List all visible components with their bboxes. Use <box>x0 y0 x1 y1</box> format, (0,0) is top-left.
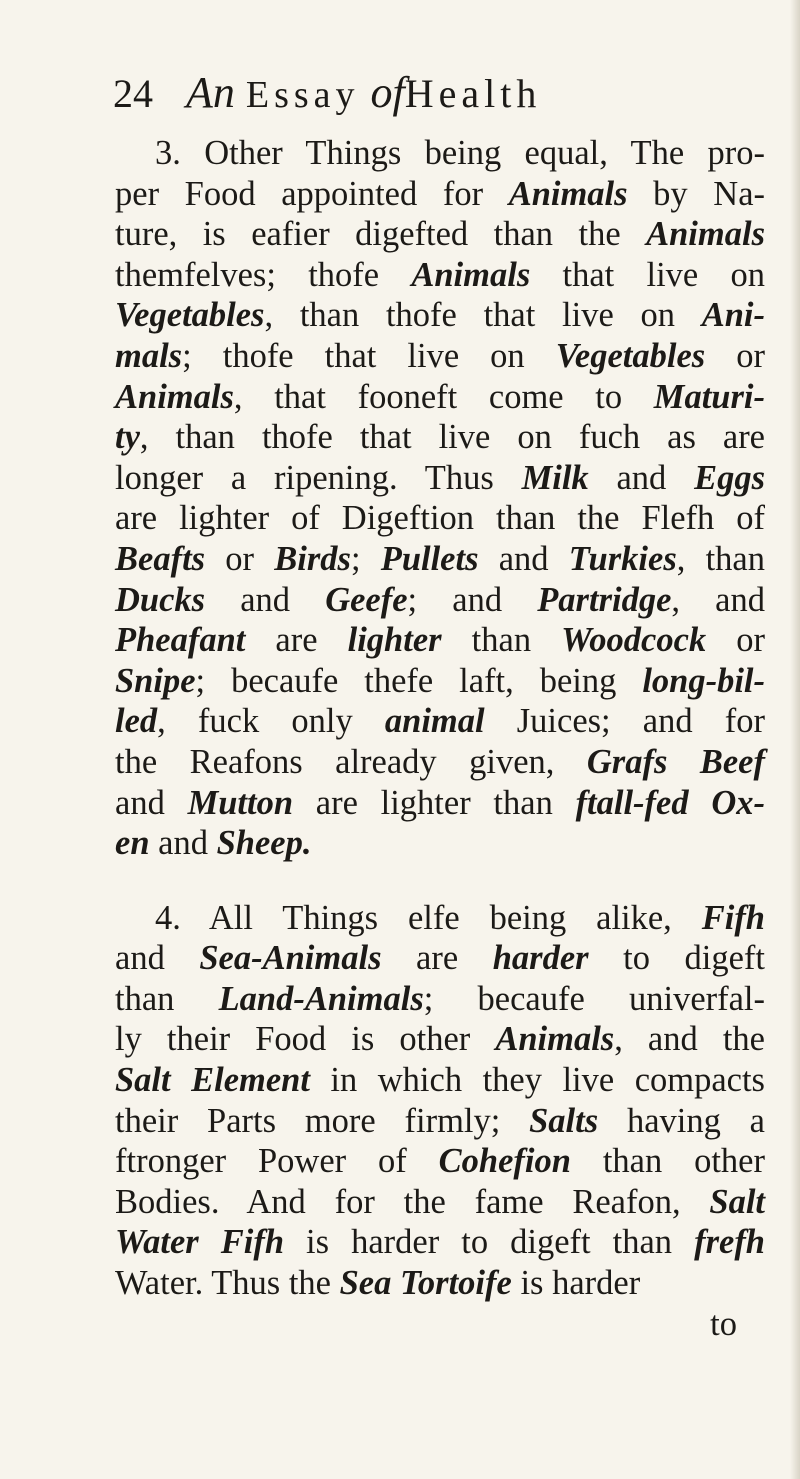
text-run: are <box>245 621 348 660</box>
italic-term: Vegetables <box>555 336 706 375</box>
text-line <box>115 580 765 621</box>
text-line <box>115 742 765 783</box>
page-edge-shadow <box>790 0 800 1479</box>
italic-term: Woodcock <box>561 621 707 660</box>
text-line <box>115 979 765 1020</box>
italic-term: Birds <box>274 539 351 578</box>
italic-term: harder <box>492 939 589 978</box>
italic-term: Salt Element <box>115 1061 310 1100</box>
text-line <box>115 336 765 377</box>
body-text <box>115 133 765 1344</box>
italic-term: Ani- <box>701 296 765 335</box>
text-run: ; becaufe thefe laft, being <box>195 661 643 700</box>
paragraph-3 <box>115 133 765 864</box>
text-run: and <box>478 539 569 578</box>
italic-term: Fifh <box>701 898 765 937</box>
text-line <box>115 1222 765 1263</box>
text-line <box>115 701 765 742</box>
text-line <box>115 620 765 661</box>
text-line <box>115 1141 765 1182</box>
italic-term: frefh <box>694 1223 765 1262</box>
text-run: Water. Thus the <box>115 1264 340 1303</box>
italic-term: Milk <box>521 458 589 497</box>
italic-term: Animals <box>646 215 765 254</box>
text-run: , that fooneft come to <box>233 377 654 416</box>
italic-term: Sea-Animals <box>199 939 382 978</box>
text-run: and <box>205 580 326 619</box>
text-run: than <box>115 979 219 1018</box>
italic-term: Salt <box>709 1182 765 1221</box>
italic-term: mals <box>115 336 183 375</box>
italic-term: Animals <box>411 255 531 294</box>
text-run: ; thofe that live on <box>182 336 556 375</box>
text-line <box>115 377 765 418</box>
italic-term: Mutton <box>187 783 294 822</box>
text-run: and <box>115 939 200 978</box>
text-run: their Parts more firmly; <box>115 1101 530 1140</box>
text-run: and <box>149 824 217 863</box>
italic-term: Pheafant <box>115 621 246 660</box>
italic-term: Eggs <box>694 458 765 497</box>
italic-term: Beafts <box>115 539 206 578</box>
text-run: Bodies. And for the fame Reafon, <box>115 1182 710 1221</box>
text-line <box>115 1019 765 1060</box>
text-line <box>115 823 765 864</box>
text-run: per Food appointed for <box>115 174 509 213</box>
text-line <box>115 133 765 174</box>
text-line <box>115 898 765 939</box>
text-run: ; and <box>407 580 538 619</box>
italic-term: Water Fifh <box>115 1223 285 1262</box>
text-run: having a <box>598 1101 765 1140</box>
italic-term: lighter <box>347 621 442 660</box>
italic-term: ty <box>115 418 140 457</box>
italic-term: Animals <box>508 174 628 213</box>
italic-term: Maturi- <box>653 377 765 416</box>
header-word-an: An <box>186 68 235 117</box>
text-run: by Na- <box>627 174 766 213</box>
text-run: Juices; and for <box>484 702 765 741</box>
text-line <box>115 1101 765 1142</box>
text-run: themfelves; thofe <box>115 255 412 294</box>
text-run: , than thofe that live on fuch as are <box>139 418 765 457</box>
paragraph-4 <box>115 898 765 1304</box>
page-number: 24 <box>113 71 153 116</box>
text-line <box>115 255 765 296</box>
italic-term: Snipe <box>115 661 196 700</box>
text-line <box>115 295 765 336</box>
italic-term: Land-Animals <box>218 979 424 1018</box>
text-line <box>115 783 765 824</box>
italic-term: Salts <box>529 1101 599 1140</box>
text-run: in which they live compacts <box>309 1061 765 1100</box>
text-run: is harder <box>511 1264 641 1303</box>
text-run: or <box>706 621 765 660</box>
text-run: , and the <box>614 1020 765 1059</box>
text-run: or <box>705 336 765 375</box>
italic-term: long-bil- <box>642 661 765 700</box>
text-line <box>115 214 765 255</box>
text-line <box>115 458 765 499</box>
text-line <box>115 1263 765 1304</box>
italic-term: Partridge <box>537 580 672 619</box>
italic-term: Animals <box>495 1020 615 1059</box>
italic-term: led <box>115 702 158 741</box>
italic-term: Cohefion <box>438 1142 571 1181</box>
italic-term: Pullets <box>380 539 479 578</box>
text-run: ture, is eafier digefted than the <box>115 215 647 254</box>
text-run: , than <box>676 539 765 578</box>
italic-term: Turkies <box>568 539 677 578</box>
italic-term: en <box>115 824 150 863</box>
italic-term: ftall-fed Ox- <box>575 783 765 822</box>
text-line <box>115 174 765 215</box>
text-run: are lighter than <box>293 783 576 822</box>
italic-term: animal <box>384 702 485 741</box>
text-run: that live on <box>530 255 765 294</box>
text-line <box>115 1060 765 1101</box>
text-run: than <box>441 621 562 660</box>
text-run: than other <box>570 1142 765 1181</box>
text-line <box>115 661 765 702</box>
italic-term: Grafs Beef <box>586 742 765 781</box>
text-run: or <box>205 539 275 578</box>
text-line <box>115 539 765 580</box>
text-run: the Reafons already given, <box>115 742 587 781</box>
catchword: to <box>710 1304 737 1343</box>
italic-term: Geefe <box>325 580 408 619</box>
text-line <box>115 498 765 539</box>
text-run: 4. All Things elfe being alike, <box>155 898 702 937</box>
text-line <box>115 1182 765 1223</box>
text-run: 3. Other Things being equal, The pro- <box>155 134 765 172</box>
header-word-essay: Essay <box>245 74 360 116</box>
text-line <box>115 938 765 979</box>
italic-term: Sea Tortoife <box>339 1264 512 1303</box>
text-run: is harder to digeft than <box>284 1223 695 1262</box>
header-word-health: Health <box>404 71 542 116</box>
text-run: ; <box>350 539 381 578</box>
text-run: , than thofe that live on <box>264 296 702 335</box>
text-run: longer a ripening. Thus <box>115 458 522 497</box>
text-run: , fuck only <box>157 702 385 741</box>
text-run: are <box>381 939 493 978</box>
text-run: and <box>588 458 695 497</box>
text-run: to digeft <box>588 939 765 978</box>
text-run: ; becaufe univerfal- <box>423 979 765 1018</box>
text-run: and <box>115 783 188 822</box>
text-run: ftronger Power of <box>115 1142 439 1181</box>
text-line <box>115 417 765 458</box>
italic-term: Ducks <box>115 580 206 619</box>
paragraph-gap <box>115 864 765 898</box>
text-run: , and <box>671 580 765 619</box>
text-run: ly their Food is other <box>115 1020 496 1059</box>
text-run: are lighter of Digeftion than the Flefh of <box>115 499 765 538</box>
header-word-of: of <box>370 68 405 117</box>
running-header <box>113 68 763 118</box>
italic-term: Vegetables <box>115 296 265 335</box>
italic-term: Animals <box>115 377 234 416</box>
italic-term: Sheep. <box>216 824 312 863</box>
